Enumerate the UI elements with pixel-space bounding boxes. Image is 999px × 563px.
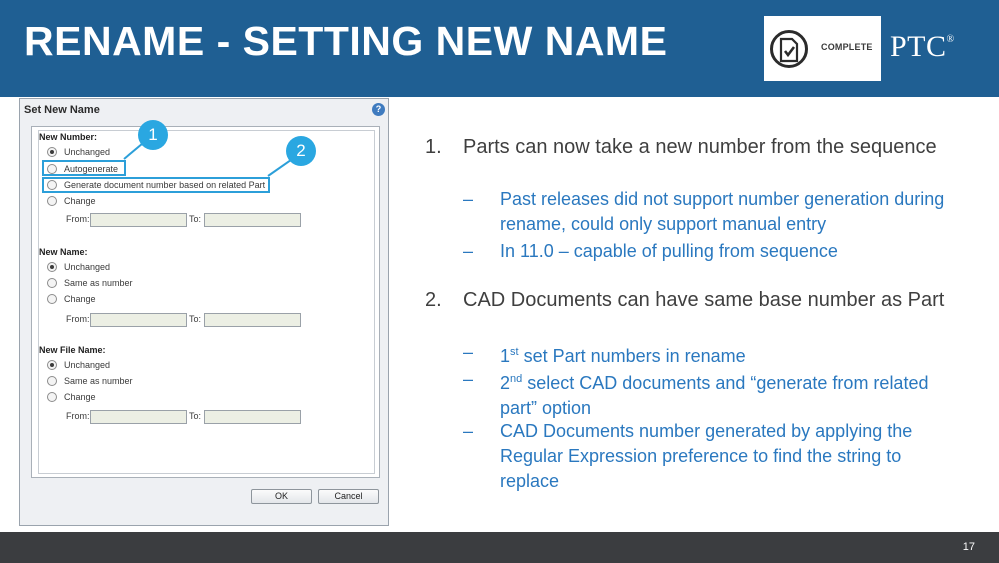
sub-bullet-rest: set Part numbers in rename — [518, 346, 746, 366]
from-input[interactable] — [90, 213, 187, 227]
ptc-logo-text: PTC — [890, 30, 947, 63]
sub-bullet-dash: – — [463, 421, 474, 441]
to-input[interactable] — [204, 410, 301, 424]
to-label: To: — [189, 411, 202, 421]
bullet-text: Parts can now take a new number from the sequence — [463, 136, 937, 158]
autogenerate-highlight — [42, 160, 126, 176]
callout-2-badge: 2 — [286, 136, 316, 166]
to-label: To: — [189, 314, 202, 324]
new-file-name-same-as-number-option[interactable] — [47, 375, 133, 387]
question-icon[interactable]: ? — [372, 103, 385, 116]
ordinal-number: 2 — [500, 373, 511, 393]
callout-1-badge: 1 — [138, 120, 168, 150]
new-number-label: New Number: — [39, 132, 98, 142]
dialog-titlebar — [20, 99, 388, 121]
page-number: 17 — [962, 541, 975, 553]
new-number-unchanged-option[interactable] — [47, 146, 110, 158]
from-input[interactable] — [90, 313, 187, 327]
ordinal-number: 1 — [500, 346, 511, 366]
ordinal-suffix: nd — [510, 373, 523, 385]
from-label: From: — [66, 214, 90, 224]
from-label: From: — [66, 411, 90, 421]
radio-button[interactable] — [47, 294, 57, 304]
dialog-title: Set New Name — [24, 104, 100, 116]
new-name-unchanged-option[interactable] — [47, 261, 110, 273]
new-name-label: New Name: — [39, 247, 88, 257]
radio-button[interactable] — [47, 196, 57, 206]
new-name-same-as-number-option[interactable] — [47, 277, 133, 289]
slide-title: RENAME - SETTING NEW NAME — [24, 18, 668, 64]
header-bar — [0, 0, 999, 97]
generate-from-part-highlight — [42, 177, 270, 193]
bullet-number: 1. — [425, 136, 442, 158]
option-label: Change — [64, 294, 96, 304]
sub-bullet-text — [500, 367, 950, 421]
radio-button[interactable] — [47, 278, 57, 288]
sub-bullet-text: In 11.0 – capable of pulling from sequence — [500, 241, 838, 261]
sub-bullet-dash: – — [463, 369, 474, 389]
radio-button[interactable] — [47, 392, 57, 402]
sub-bullet-dash: – — [463, 189, 474, 209]
radio-button[interactable] — [47, 376, 57, 386]
sub-bullet-text — [500, 340, 950, 369]
option-label: Same as number — [64, 376, 133, 386]
registered-mark: ® — [946, 34, 955, 45]
bullet-number: 2. — [425, 289, 442, 311]
option-label: Change — [64, 392, 96, 402]
option-label: Unchanged — [64, 147, 111, 157]
radio-button[interactable] — [47, 360, 57, 370]
to-input[interactable] — [204, 213, 301, 227]
new-file-name-unchanged-option[interactable] — [47, 359, 110, 371]
ptc-logo — [890, 30, 955, 64]
footer-bar — [0, 532, 999, 563]
radio-button[interactable] — [47, 262, 57, 272]
to-input[interactable] — [204, 313, 301, 327]
option-label: Unchanged — [64, 262, 111, 272]
sub-bullet-rest: select CAD documents and “generate from related part” option — [500, 373, 929, 418]
option-label: Unchanged — [64, 360, 111, 370]
option-label: Same as number — [64, 278, 133, 288]
sub-bullet-dash: – — [463, 342, 474, 362]
cancel-button[interactable]: Cancel — [318, 489, 379, 504]
option-label: Autogenerate — [64, 164, 119, 174]
option-label: Change — [64, 196, 96, 206]
new-number-change-option[interactable] — [47, 195, 96, 207]
complete-logo — [764, 16, 881, 81]
to-label: To: — [189, 214, 202, 224]
complete-label: COMPLETE — [821, 42, 873, 52]
from-label: From: — [66, 314, 90, 324]
ok-button[interactable]: OK — [251, 489, 312, 504]
bullet-text: CAD Documents can have same base number as Part — [463, 289, 945, 311]
new-file-name-change-option[interactable] — [47, 391, 96, 403]
radio-button[interactable] — [47, 147, 57, 157]
ordinal-suffix: st — [510, 346, 519, 358]
sub-bullet-text: Past releases did not support number generation during rename, could only support manual entry — [500, 189, 945, 234]
option-label: Generate document number based on related Part — [64, 180, 266, 190]
new-file-name-label: New File Name: — [39, 345, 106, 355]
new-name-change-option[interactable] — [47, 293, 96, 305]
sub-bullet-dash: – — [463, 241, 474, 261]
from-input[interactable] — [90, 410, 187, 424]
sub-bullet-text: CAD Documents number generated by applying the Regular Expression preference to find the string to replace — [500, 421, 913, 491]
document-check-icon — [770, 30, 808, 68]
